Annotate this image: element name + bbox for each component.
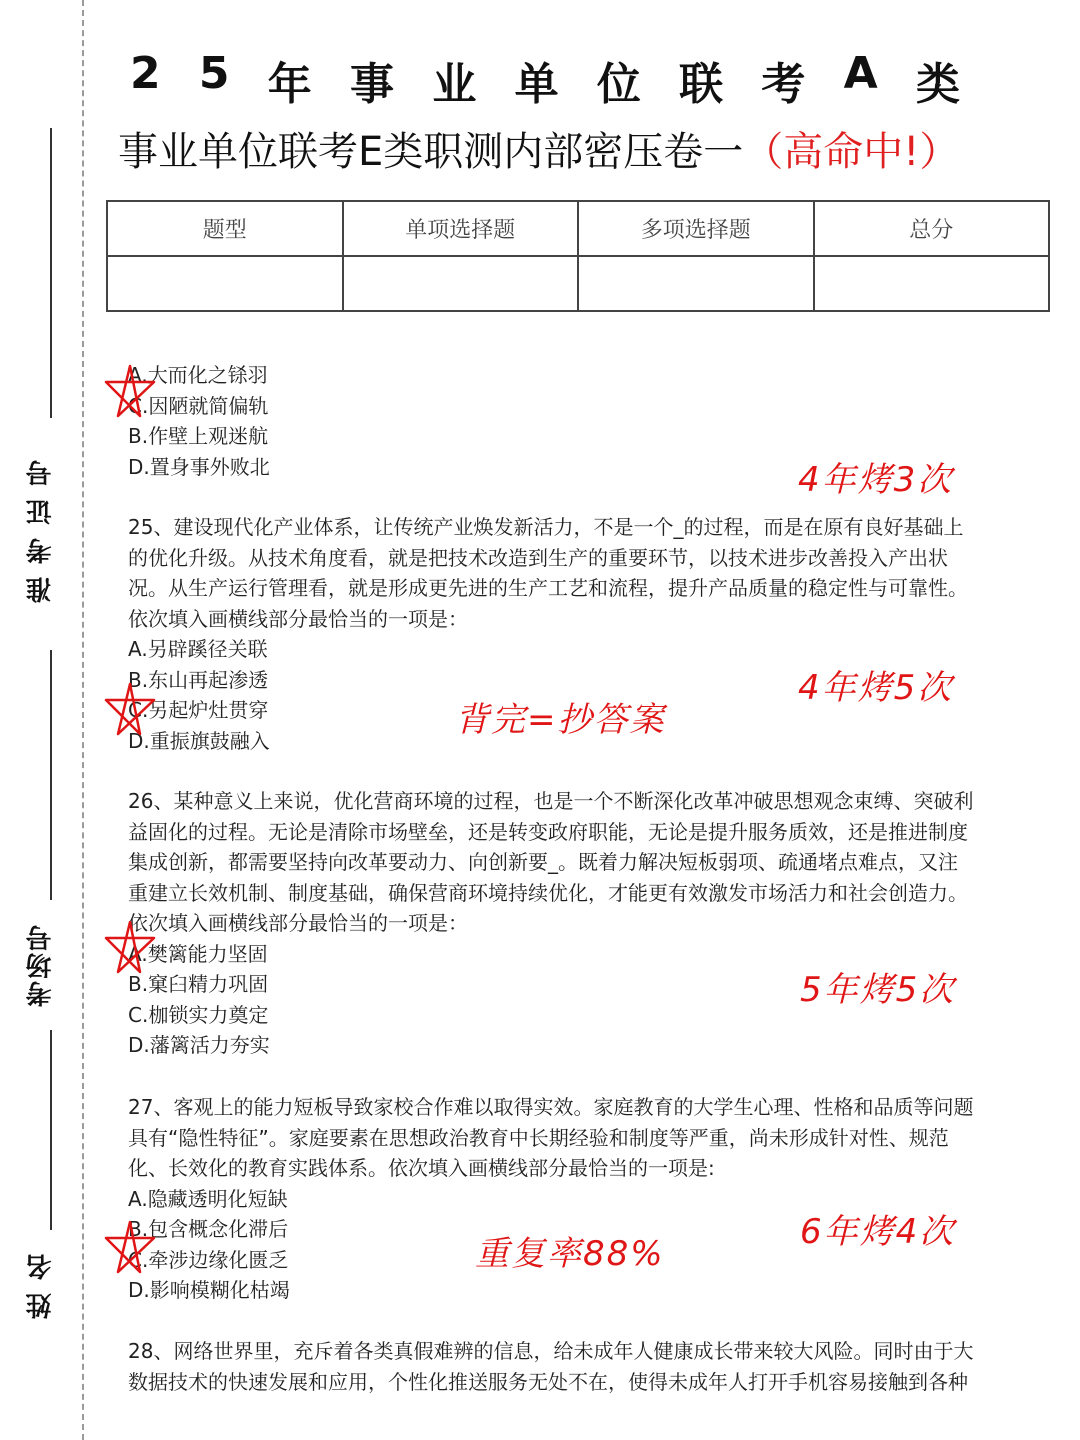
name-label: 姓 名 [26, 1251, 56, 1319]
header-type: 题型 [107, 201, 343, 256]
question-text: 26、某种意义上来说，优化营商环境的过程，也是一个不断深化改革冲破思想观念束缚、突破利 [128, 789, 974, 813]
title-char: A [843, 48, 878, 99]
score-cell[interactable] [814, 256, 1050, 311]
question-28 [128, 1336, 1048, 1397]
question-text: 况。从生产运行管理看，就是形成更先进的生产工艺和流程，提升产品质量的稳定性与可靠性。 [128, 576, 968, 600]
question-text: 数据技术的快速发展和应用，个性化推送服务无处不在，使得未成年人打开手机容易接触到各种 [128, 1369, 968, 1394]
question-text: 27、客观上的能力短板导致家校合作难以取得实效。家庭教育的大学生心理、性格和品质等问题 [128, 1095, 974, 1119]
question-text: 重建立长效机制、制度基础，确保营商环境持续优化，才能更有效激发市场活力和社会创造力。 [128, 880, 968, 905]
annotation-repeat-rate: 重复率88% [475, 1234, 665, 1274]
sub-title [118, 120, 1068, 177]
option: D.置身事外败北 [128, 454, 270, 479]
star-mark-icon [100, 1218, 160, 1278]
question-text: 依次填入画横线部分最恰当的一项是： [128, 606, 468, 631]
title-char: 2 [130, 48, 161, 99]
option: B.包含概念化滞后 [128, 1217, 289, 1241]
fold-line [82, 0, 84, 1440]
header-total: 总分 [814, 201, 1050, 256]
option: C.牵涉边缘化匮乏 [128, 1247, 289, 1272]
title-char: 单 [514, 59, 559, 110]
option: B.东山再起渗透 [128, 667, 269, 692]
score-cell[interactable] [343, 256, 579, 311]
option: B.窠臼精力巩固 [128, 972, 269, 996]
title-char: 联 [679, 59, 724, 110]
option: C.另起炉灶贯穿 [128, 698, 269, 722]
option: A.另辟蹊径关联 [128, 637, 268, 661]
header-multi-choice: 多项选择题 [578, 201, 814, 256]
annotation-frequency: 4年烤5次 [798, 668, 954, 708]
question-text: 具有“隐性特征”。家庭要素在思想政治教育中长期经验和制度等严重，尚未形成针对性、规范 [128, 1125, 949, 1150]
question-26 [128, 786, 1048, 1061]
question-text: 依次填入画横线部分最恰当的一项是： [128, 911, 468, 935]
question-text: 25、建设现代化产业体系，让传统产业焕发新活力，不是一个_的过程，而是在原有良好基础上 [128, 515, 964, 539]
header-single-choice: 单项选择题 [343, 201, 579, 256]
exam-room-label: 考场号 [26, 923, 56, 1007]
question-text: 集成创新，都需要坚持向改革要动力、向创新要_。既着力解决短板弱项、疏通堵点难点，又注 [128, 850, 958, 874]
score-cell[interactable] [107, 256, 343, 311]
question-text: 益固化的过程。无论是清除市场壁垒，还是转变政府职能，无论是提升服务质效，还是推进制度 [128, 819, 968, 844]
option: A.樊篱能力坚固 [128, 941, 268, 966]
title-char: 事 [350, 59, 395, 110]
option: B.作壁上观迷航 [128, 424, 269, 448]
option: A.大而化之铩羽 [128, 363, 268, 387]
score-table [106, 200, 1050, 312]
question-text: 的优化升级。从技术角度看，就是把技术改造到生产的重要环节，以技术进步改善投入产出状 [128, 545, 948, 570]
room-underline [50, 650, 52, 900]
option: D.重振旗鼓融入 [128, 728, 270, 753]
option: C.因陋就简偏轨 [128, 393, 269, 418]
option: C.枷锁实力奠定 [128, 1002, 269, 1027]
option: A.隐藏透明化短缺 [128, 1186, 288, 1211]
title-char: 5 [198, 48, 230, 99]
title-char: 位 [596, 59, 641, 110]
star-mark-icon [100, 362, 160, 422]
star-mark-icon [100, 680, 160, 740]
sub-title-highlight: （高命中!） [743, 129, 960, 175]
id-underline [50, 128, 52, 418]
annotation-frequency: 6年烤4次 [800, 1212, 956, 1252]
exam-id-label: 准 考 证 号 [26, 457, 56, 603]
title-char: 考 [761, 59, 806, 110]
star-mark-icon [100, 918, 160, 978]
name-underline [50, 1030, 52, 1230]
option: D.影响模糊化枯竭 [128, 1278, 290, 1302]
question-text: 28、网络世界里，充斥着各类真假难辨的信息，给未成年人健康成长带来较大风险。同时由于大 [128, 1339, 974, 1363]
annotation-frequency: 5年烤5次 [800, 970, 956, 1010]
title-char: 年 [267, 59, 312, 110]
option: D.藩篱活力夯实 [128, 1033, 270, 1057]
title-char: 业 [432, 59, 477, 110]
score-cell[interactable] [578, 256, 814, 311]
annotation-frequency: 4年烤3次 [798, 460, 954, 500]
main-title [130, 48, 960, 112]
question-text: 化、长效化的教育实践体系。依次填入画横线部分最恰当的一项是: [128, 1156, 715, 1180]
title-char: 类 [915, 59, 960, 110]
sub-title-main: 事业单位联考E类职测内部密压卷一 [118, 129, 744, 175]
annotation-note: 背完=抄答案 [455, 700, 666, 740]
